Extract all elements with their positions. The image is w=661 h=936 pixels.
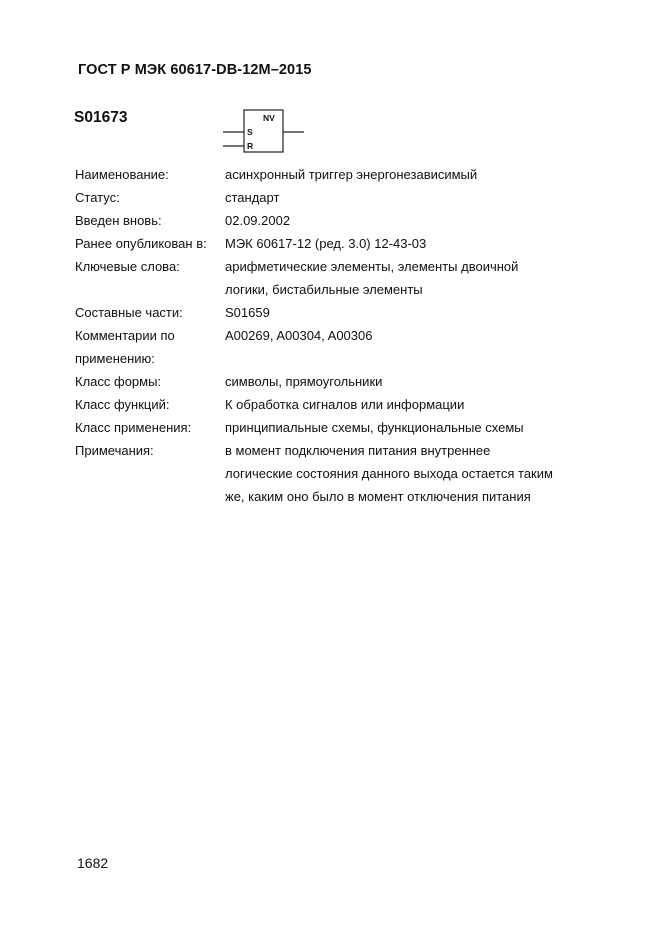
field-value: символы, прямоугольники — [225, 374, 383, 389]
symbol-input-r: R — [247, 141, 254, 151]
field-value: S01659 — [225, 305, 270, 320]
field-label: применению: — [75, 351, 155, 366]
symbol-top-label: NV — [263, 113, 275, 123]
field-value: в момент подключения питания внутреннее — [225, 443, 491, 458]
field-value: стандарт — [225, 190, 280, 205]
field-components — [75, 301, 615, 324]
field-value: асинхронный триггер энергонезависимый — [225, 167, 478, 182]
field-keywords — [75, 255, 615, 301]
field-status — [75, 186, 615, 209]
field-label: Примечания: — [75, 443, 154, 458]
field-label: Ключевые слова: — [75, 259, 180, 274]
symbol-input-s: S — [247, 127, 253, 137]
field-value: принципиальные схемы, функциональные схемы — [225, 420, 524, 435]
field-function-class — [75, 393, 615, 416]
field-value: логики, бистабильные элементы — [225, 282, 423, 297]
field-label: Класс функций: — [75, 397, 170, 412]
attribute-table — [75, 163, 615, 508]
field-label: Введен вновь: — [75, 213, 162, 228]
field-application-notes — [75, 324, 615, 370]
field-value: К обработка сигналов или информации — [225, 397, 465, 412]
field-name — [75, 163, 615, 186]
field-label: Составные части: — [75, 305, 183, 320]
field-label: Класс применения: — [75, 420, 192, 435]
field-label: Класс формы: — [75, 374, 162, 389]
field-label: Ранее опубликован в: — [75, 236, 207, 251]
symbol-code: S01673 — [74, 109, 128, 126]
field-value: МЭК 60617-12 (ред. 3.0) 12-43-03 — [225, 236, 427, 251]
field-label: Комментарии по — [75, 328, 175, 343]
field-previously-published — [75, 232, 615, 255]
nv-flipflop-symbol-icon — [222, 108, 306, 156]
field-introduced — [75, 209, 615, 232]
field-label: Наименование: — [75, 167, 169, 182]
page-number: 1682 — [77, 855, 109, 871]
field-shape-class — [75, 370, 615, 393]
field-value: же, каким оно было в момент отключения питания — [225, 489, 531, 504]
field-value: арифметические элементы, элементы двоичной — [225, 259, 519, 274]
field-value: логические состояния данного выхода остается таким — [225, 466, 553, 481]
field-application-class — [75, 416, 615, 439]
document-header: ГОСТ Р МЭК 60617-DB-12M–2015 — [78, 62, 312, 78]
field-value: A00269, A00304, A00306 — [225, 328, 373, 343]
field-label: Статус: — [75, 190, 120, 205]
field-remarks — [75, 439, 615, 508]
field-value: 02.09.2002 — [225, 213, 291, 228]
